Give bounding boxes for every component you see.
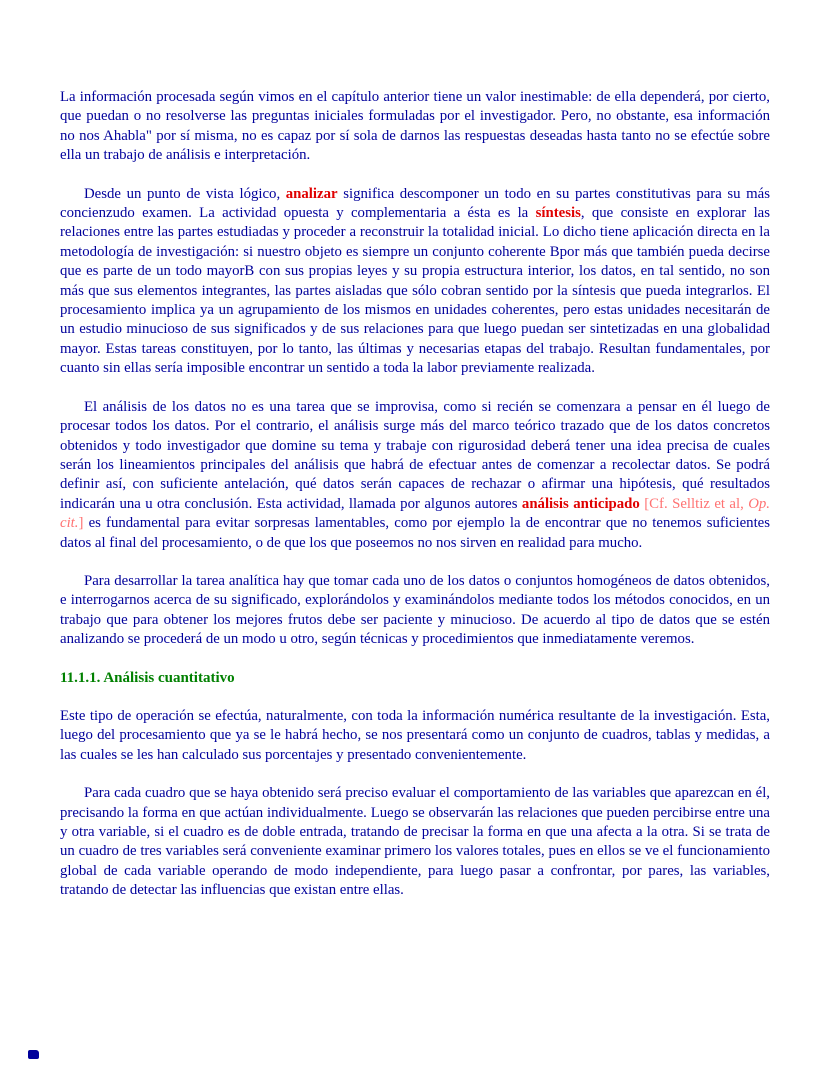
emphasized-text-run: [Cf. Selltiz et al, xyxy=(644,495,749,512)
text-run: Desde un punto de vista lógico, xyxy=(84,185,286,202)
paragraph xyxy=(60,88,770,166)
emphasized-text-run: analizar xyxy=(285,185,338,202)
paragraph xyxy=(60,707,770,765)
emphasized-text-run: síntesis xyxy=(535,205,581,222)
text-run: Para cada cuadro que se haya obtenido será preciso evaluar el comportamiento de las variables que aparezcan en él, precisando la forma en que actúan individualmente. Luego se observarán las relaciones que pueden percibirse entre una y otra variable, si el cuadro es de doble entrada, tratando de precisar la forma en que una afecta a la otra. Si se trata de un cuadro de tres variables será conveniente examinar primero los valores totales, pues en ellos se ve el funcionamiento global de cada variable operando de modo independiente, para luego pasar a confrontar, por pares, las variables, tratando de detectar las influencias que existan entre ellas. xyxy=(60,785,770,899)
emphasized-text-run: Op. cit. xyxy=(60,495,770,532)
emphasized-text-run: análisis anticipado xyxy=(521,495,640,512)
document-body xyxy=(60,88,770,920)
text-run: es fundamental para evitar sorpresas lamentables, como por ejemplo la de encontrar que no tenemos suficientes datos al final del procesamiento, o de que los que poseemos no nos sirven en realidad para mucho. xyxy=(60,515,770,551)
paragraph xyxy=(60,572,770,650)
text-run: El análisis de los datos no es una tarea que se improvisa, como si recién se comenzara a pensar en él luego de procesar todos los datos. Por el contrario, el análisis surge más del marco teórico trazado que de los datos concretos obtenidos y todo investigador que domine su tema y trabaje con rigurosidad deberá tener una idea precisa de cuales serán los lineamientos principales del análisis que habrá de efectuar antes de comenzar a recolectar datos. Se podrá definir así, con suficiente antelación, qué datos serán capaces de rechazar o afirmar una hipótesis, qué resultados indicarán una u otra conclusión. Esta actividad, llamada por algunos autores xyxy=(60,398,770,512)
paragraph xyxy=(60,784,770,900)
page-corner-ink-mark xyxy=(28,1050,39,1059)
text-run: Este tipo de operación se efectúa, naturalmente, con toda la información numérica resultante de la investigación. Esta, luego del procesamiento que ya se le habrá hecho, se nos presentará como un conjunto de cuadros, tablas y medidas, a las cuales se les han calculado sus porcentajes y presentado convenientemente. xyxy=(60,707,770,763)
paragraph xyxy=(60,398,770,553)
section-heading: 11.1.1. Análisis cuantitativo xyxy=(60,669,235,686)
text-run: , que consiste en explorar las relaciones entre las partes estudiadas y proceder a reconstruir la totalidad inicial. Lo dicho tiene aplicación directa en la metodología de investigación: si nuestro objeto es siempre un conjunto coherente Bpor más que también pueda decirse que es parte de un todo mayorB con sus propias leyes y su propia estructura interior, los datos, en tal sentido, no son más que sus elementos integrantes, las partes aisladas que sólo cobran sentido por la síntesis que pueda integrarlos. El procesamiento implica ya un agrupamiento de los mismos en unidades coherentes, pero estas unidades necesitarán de un estudio minucioso de sus significados y de sus relaciones para que luego puedan ser sintetizadas en una globalidad mayor. Estas tareas constituyen, por lo tanto, las últimas y necesarias etapas del trabajo. Resultan fundamentales, por cuanto sin ellas sería imposible encontrar un sentido a toda la labor previamente realizada. xyxy=(60,205,771,377)
emphasized-text-run: ] xyxy=(78,515,84,532)
text-run: Para desarrollar la tarea analítica hay que tomar cada uno de los datos o conjuntos homogéneos de datos obtenidos, e interrogarnos acerca de su significado, explorándolos y examinándolos mediante todos los métodos conocidos, en un trabajo que para obtener los mejores frutos debe ser paciente y minucioso. De acuerdo al tipo de datos que se estén analizando se procederá de un modo u otro, según técnicas y procedimientos que inmediatamente veremos. xyxy=(60,572,770,648)
paragraph xyxy=(60,185,770,379)
text-run: significa descomponer un todo en su partes constitutivas para su más concienzudo examen. La actividad opuesta y complementaria a ésta es la xyxy=(60,185,771,222)
text-run: La información procesada según vimos en el capítulo anterior tiene un valor inestimable: de ella dependerá, por cierto, que puedan o no resolverse las preguntas iniciales formuladas por el investigador. Pero, no obstante, esa información no nos Ahabla" por sí misma, no es capaz por sí sola de darnos las respuestas deseadas hasta tanto no se efectúe sobre ella un trabajo de análisis e interpretación. xyxy=(60,89,770,164)
